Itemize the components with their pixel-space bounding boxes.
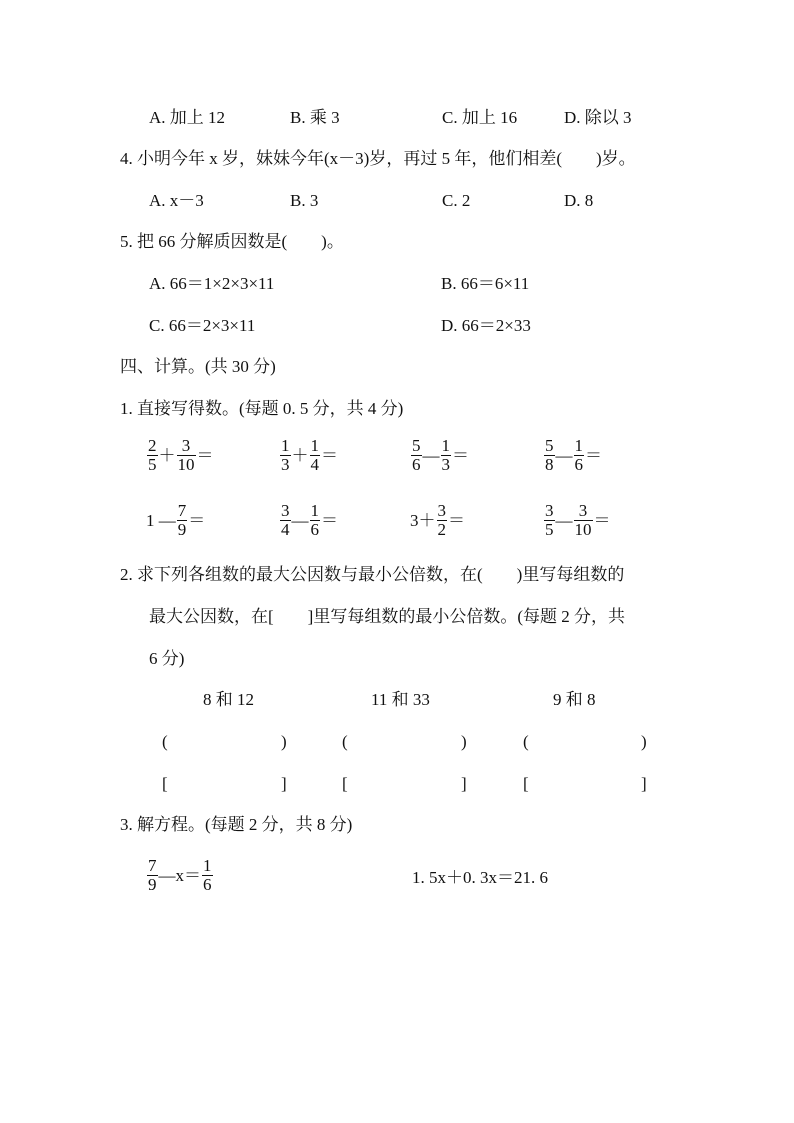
prefix: 1 — [146,510,176,530]
q5-option-b: B. 66＝6×11 [441,274,530,293]
calc-item-6 [279,502,338,539]
denominator: 4 [310,455,319,474]
c2-line-1: 2. 求下列各组数的最大公因数与最小公倍数，在( )里写每组数的 [120,565,625,584]
lcm-bracket-open-2: [ [342,774,348,793]
equals-sign: ＝ [321,510,338,530]
c2-line-2: 最大公因数，在[ ]里写每组数的最小公倍数。(每题 2 分，共 [149,607,625,626]
operator: — [291,510,309,530]
equals-sign: ＝ [593,510,611,530]
c2-line-3: 6 分) [149,649,185,668]
equals-sign: ＝ [585,445,602,465]
calc-item-3 [410,437,469,474]
denominator: 10 [574,520,592,539]
q3-option-a: A. 加上 12 [149,108,226,127]
numerator: 1 [441,436,450,455]
denominator: 5 [545,520,554,539]
numerator: 1 [574,436,583,455]
numerator: 3 [177,437,196,456]
numerator: 5 [412,436,421,455]
fraction [147,437,158,474]
denominator: 5 [148,455,157,474]
lcm-bracket-open-3: [ [523,774,529,793]
gcd-paren-open-3: ( [523,732,529,751]
equation-middle: —x＝ [158,865,201,885]
fraction [310,502,321,539]
equals-sign: ＝ [321,445,338,465]
q4-stem: 4. 小明今年 x 岁，妹妹今年(x－3)岁，再过 5 年，他们相差( )岁。 [120,149,636,168]
fraction [280,502,291,539]
c3-title: 3. 解方程。(每题 2 分，共 8 分) [120,815,353,834]
fraction [544,437,555,474]
q5-option-a: A. 66＝1×2×3×11 [149,274,275,293]
numerator: 3 [281,501,290,520]
numerator: 1 [203,856,212,875]
q4-option-c: C. 2 [442,191,471,210]
q5-option-d: D. 66＝2×33 [441,316,531,335]
calc-item-5 [146,502,205,539]
q3-option-b: B. 乘 3 [290,108,340,127]
denominator: 3 [441,455,450,474]
gcd-paren-close-3: ) [641,732,647,751]
prefix: 3＋ [410,510,436,530]
section-title: 四、计算。(共 30 分) [120,357,276,376]
calc-item-8 [543,502,611,539]
numerator: 7 [177,501,187,520]
q5-option-c: C. 66＝2×3×11 [149,316,256,335]
calc-item-4 [543,437,602,474]
numerator: 5 [545,436,554,455]
group-label-2: 11 和 33 [371,690,430,709]
q3-option-d: D. 除以 3 [564,108,632,127]
operator: — [555,445,573,465]
fraction [280,437,291,474]
fraction [441,437,452,474]
operator: — [422,445,440,465]
fraction [574,502,593,539]
equation-1 [146,857,214,894]
equals-sign: ＝ [448,510,465,530]
denominator: 9 [177,520,187,539]
denominator: 6 [310,520,319,539]
gcd-paren-close-1: ) [281,732,287,751]
numerator: 1 [281,436,290,455]
q3-option-c: C. 加上 16 [442,108,518,127]
calc-item-2 [279,437,338,474]
numerator: 3 [545,501,554,520]
numerator: 3 [437,501,446,520]
fraction [177,502,188,539]
equals-sign: ＝ [196,445,214,465]
denominator: 2 [437,520,446,539]
lcm-bracket-close-3: ] [641,774,647,793]
q4-option-d: D. 8 [564,191,594,210]
fraction [574,437,585,474]
q4-option-b: B. 3 [290,191,319,210]
fraction [202,857,213,894]
lcm-bracket-close-1: ] [281,774,287,793]
calc-item-7 [410,502,465,539]
denominator: 6 [412,455,421,474]
calc-item-1 [146,437,214,474]
denominator: 10 [177,455,195,474]
denominator: 4 [281,520,290,539]
denominator: 3 [281,455,290,474]
group-label-1: 8 和 12 [203,690,254,709]
operator: — [555,510,573,530]
fraction [147,857,158,894]
gcd-paren-close-2: ) [461,732,467,751]
equals-sign: ＝ [452,445,469,465]
operator: ＋ [158,445,176,465]
gcd-paren-open-1: ( [162,732,168,751]
numerator: 1 [310,436,319,455]
fraction [177,437,196,474]
fraction [310,437,321,474]
c1-title: 1. 直接写得数。(每题 0. 5 分，共 4 分) [120,399,404,418]
gcd-paren-open-2: ( [342,732,348,751]
denominator: 6 [203,875,212,894]
denominator: 6 [574,455,583,474]
q4-option-a: A. x－3 [149,191,204,210]
numerator: 2 [148,436,157,455]
fraction [544,502,555,539]
numerator: 3 [574,502,593,521]
fraction [411,437,422,474]
equals-sign: ＝ [188,510,206,530]
q5-stem: 5. 把 66 分解质因数是( )。 [120,232,344,251]
lcm-bracket-close-2: ] [461,774,467,793]
denominator: 8 [545,455,554,474]
lcm-bracket-open-1: [ [162,774,168,793]
equation-2: 1. 5x＋0. 3x＝21. 6 [412,868,548,887]
numerator: 7 [148,856,157,875]
operator: ＋ [291,445,309,465]
numerator: 1 [310,501,319,520]
group-label-3: 9 和 8 [553,690,596,709]
denominator: 9 [148,875,157,894]
fraction [437,502,448,539]
